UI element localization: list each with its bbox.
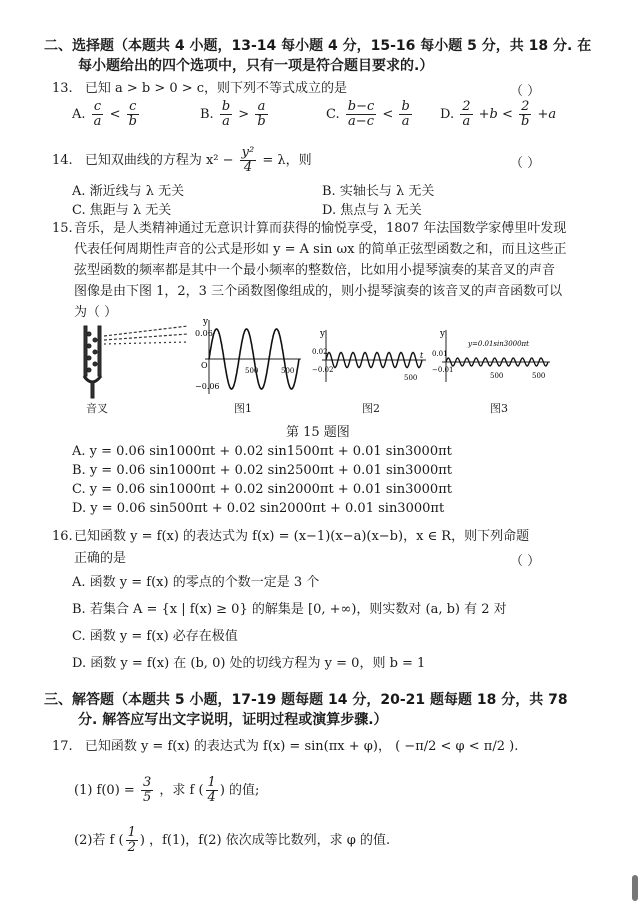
tuning-fork-label: 音叉 (86, 402, 108, 415)
q13-option-b: B. $\frac{b}{a}$ > $\frac{a}{b}$ (200, 99, 266, 129)
graph-2-y-label: y (320, 329, 326, 339)
q14-stem-b: = λ，则 (262, 153, 312, 168)
q16-option-a: A. 函数 y = f(x) 的零点的个数一定是 3 个 (72, 575, 320, 590)
graph-3-x-tick-2: 500 (532, 372, 546, 380)
q16-line1: 已知函数 y = f(x) 的表达式为 f(x) = (x−1)(x−a)(x−b)，x ∈ R，则下列命题 (74, 529, 530, 544)
graph-3-y-label: y (440, 329, 446, 339)
q14-option-a: A. 渐近线与 λ 无关 (72, 184, 185, 199)
graph-3-y-tick-top: 0.01 (432, 350, 448, 358)
q15-number: 15. (52, 221, 73, 236)
graph-2 (312, 328, 430, 384)
graph-1-caption: 图1 (234, 402, 252, 415)
q17-condition: ( −π/2 < φ < π/2 ). (395, 739, 519, 754)
q15-text-line1: 音乐，是人类精神通过无意识计算而获得的愉悦享受，1807 年法国数学家傅里叶发现 (74, 221, 567, 236)
graph-1-x-tick-1: 500 (245, 367, 259, 375)
section-3-heading-line1: 三、解答题（本题共 5 小题，17-19 题每题 14 分，20-21 题每题 18 分，共 78 (44, 692, 568, 708)
q15-option-c: C. y = 0.06 sin1000πt + 0.02 sin2000πt + 0.01 sin3000πt (72, 482, 452, 497)
q16-line2: 正确的是 (74, 551, 127, 566)
graph-3-annotation: y=0.01sin3000πt (468, 340, 529, 348)
graph-3-x-tick-1: 500 (490, 372, 504, 380)
graph-1-y-label: y (203, 317, 209, 327)
q14-stem-a: 已知双曲线的方程为 x² − (84, 153, 234, 168)
q15-text-line2: 代表任何周期性声音的公式是形如 y = A sin ωx 的简单正弦型函数之和，而且这些正 (74, 242, 567, 257)
section-3-heading-line2: 分. 解答应写出文字说明，证明过程或演算步骤.） (78, 712, 388, 728)
q15-option-a: A. y = 0.06 sin1000πt + 0.02 sin1500πt + 0.01 sin3000πt (72, 444, 452, 459)
section-2-heading-line1: 二、选择题（本题共 4 小题，13-14 每小题 4 分，15-16 每小题 5 分，共 18 分. 在 (44, 38, 592, 54)
q13-option-a: A. $\frac{c}{a}$ < $\frac{c}{b}$ (72, 99, 137, 129)
q15-text-line5: 为（ ） (74, 305, 118, 320)
q13-b-lhs-fraction: $\frac{b}{a}$ (221, 99, 231, 129)
graph-1-y-tick-top: 0.06 (195, 329, 213, 338)
graph-2-t-label: t (420, 351, 424, 360)
q16-option-b: B. 若集合 A = {x | f(x) ≥ 0} 的解集是 [0, +∞)，则实数对 (a, b) 有 2 对 (72, 602, 507, 617)
q14-stem-line (52, 146, 312, 175)
tuning-fork-figure (70, 322, 195, 400)
graph-2-y-tick-top: 0.02 (312, 348, 328, 356)
q16-number: 16. (52, 529, 73, 544)
q15-figure-caption: 第 15 题图 (286, 425, 350, 440)
q15-text-line3: 弦型函数的频率都是其中一个最小频率的整数倍，比如用小提琴演奏的某音叉的声音 (74, 263, 556, 278)
graph-2-x-tick: 500 (404, 374, 418, 382)
tuning-fork-drawing (84, 326, 101, 398)
q16-answer-paren: （ ） (510, 554, 541, 569)
q13-a-rhs-fraction: $\frac{c}{b}$ (128, 99, 137, 129)
graph-2-y-tick-bottom: −0.02 (312, 366, 334, 374)
graph-1-y-tick-bottom: −0.06 (195, 382, 220, 391)
q17-part2-fraction: $\frac{1}{2}$ (127, 825, 136, 855)
scrollbar-thumb[interactable] (632, 875, 638, 901)
q13-option-c: C. $\frac{b-c}{a-c}$ < $\frac{b}{a}$ (326, 99, 410, 129)
q15-option-d: D. y = 0.06 sin500πt + 0.02 sin2000πt + 0.01 sin3000πt (72, 501, 445, 516)
q14-answer-paren: （ ） (510, 156, 541, 171)
q13-stem-line (52, 80, 347, 97)
section-2-heading-line2: 每小题给出的四个选项中，只有一项是符合题目要求的.） (78, 58, 434, 74)
q17-stem: 已知函数 y = f(x) 的表达式为 f(x) = sin(πx + φ)， (84, 739, 391, 754)
q14-option-d: D. 焦点与 λ 无关 (322, 203, 422, 218)
q14-number: 14. (52, 153, 73, 168)
q13-b-rhs-fraction: $\frac{a}{b}$ (257, 99, 266, 129)
q17-part1-fraction: $\frac{3}{5}$ (142, 775, 152, 805)
q17-part-2: (2)若 f ( $\frac{1}{2}$ ) ，f(1)，f(2) 依次成等比数列，求 φ 的值. (74, 825, 391, 855)
graph-1-origin: O (201, 361, 208, 370)
q13-d-rhs-fraction: $\frac{2}{b}$ (521, 99, 530, 129)
q15-text-line4: 图像是由下图 1，2，3 三个函数图像组成的，则小提琴演奏的该音叉的声音函数可以 (74, 284, 563, 299)
graph-1-x-tick-2: 500 (281, 367, 295, 375)
q13-a-lhs-fraction: $\frac{c}{a}$ (93, 99, 102, 129)
q13-answer-paren: （ ） (510, 84, 541, 99)
graph-3-y-tick-bottom: −0.01 (432, 366, 454, 374)
q16-option-c: C. 函数 y = f(x) 必存在极值 (72, 629, 238, 644)
q17-number: 17. (52, 739, 73, 754)
q17-part-1: (1) f(0) = $\frac{3}{5}$ ，求 f ( $\frac{1}{4}$ ) 的值; (74, 775, 260, 805)
q14-option-c: C. 焦距与 λ 无关 (72, 203, 172, 218)
graph-3 (432, 328, 554, 384)
q15-option-b: B. y = 0.06 sin1000πt + 0.02 sin2500πt + 0.01 sin3000πt (72, 463, 453, 478)
q13-stem: 已知 a > b > 0 > c，则下列不等式成立的是 (84, 81, 348, 96)
sound-waves-drawing (104, 326, 188, 344)
q13-option-d: D. $\frac{2}{a}$ +b < $\frac{2}{b}$ +a (440, 99, 557, 129)
q13-d-lhs-fraction: $\frac{2}{a}$ (462, 99, 471, 129)
q16-option-d: D. 函数 y = f(x) 在 (b, 0) 处的切线方程为 y = 0，则 b = 1 (72, 656, 426, 671)
graph-1 (195, 316, 305, 398)
q14-fraction: $\frac{\text{y²}}{4}$ (241, 145, 255, 175)
graph-2-caption: 图2 (362, 402, 380, 415)
q13-c-rhs-fraction: $\frac{b}{a}$ (401, 99, 410, 129)
q14-option-b: B. 实轴长与 λ 无关 (322, 184, 435, 199)
graph-3-caption: 图3 (490, 402, 508, 415)
q17-part1-fraction-2: $\frac{1}{4}$ (207, 775, 216, 805)
q17-stem-line (52, 738, 518, 755)
q13-number: 13. (52, 81, 73, 96)
q13-c-lhs-fraction: $\frac{b-c}{a-c}$ (347, 99, 375, 129)
